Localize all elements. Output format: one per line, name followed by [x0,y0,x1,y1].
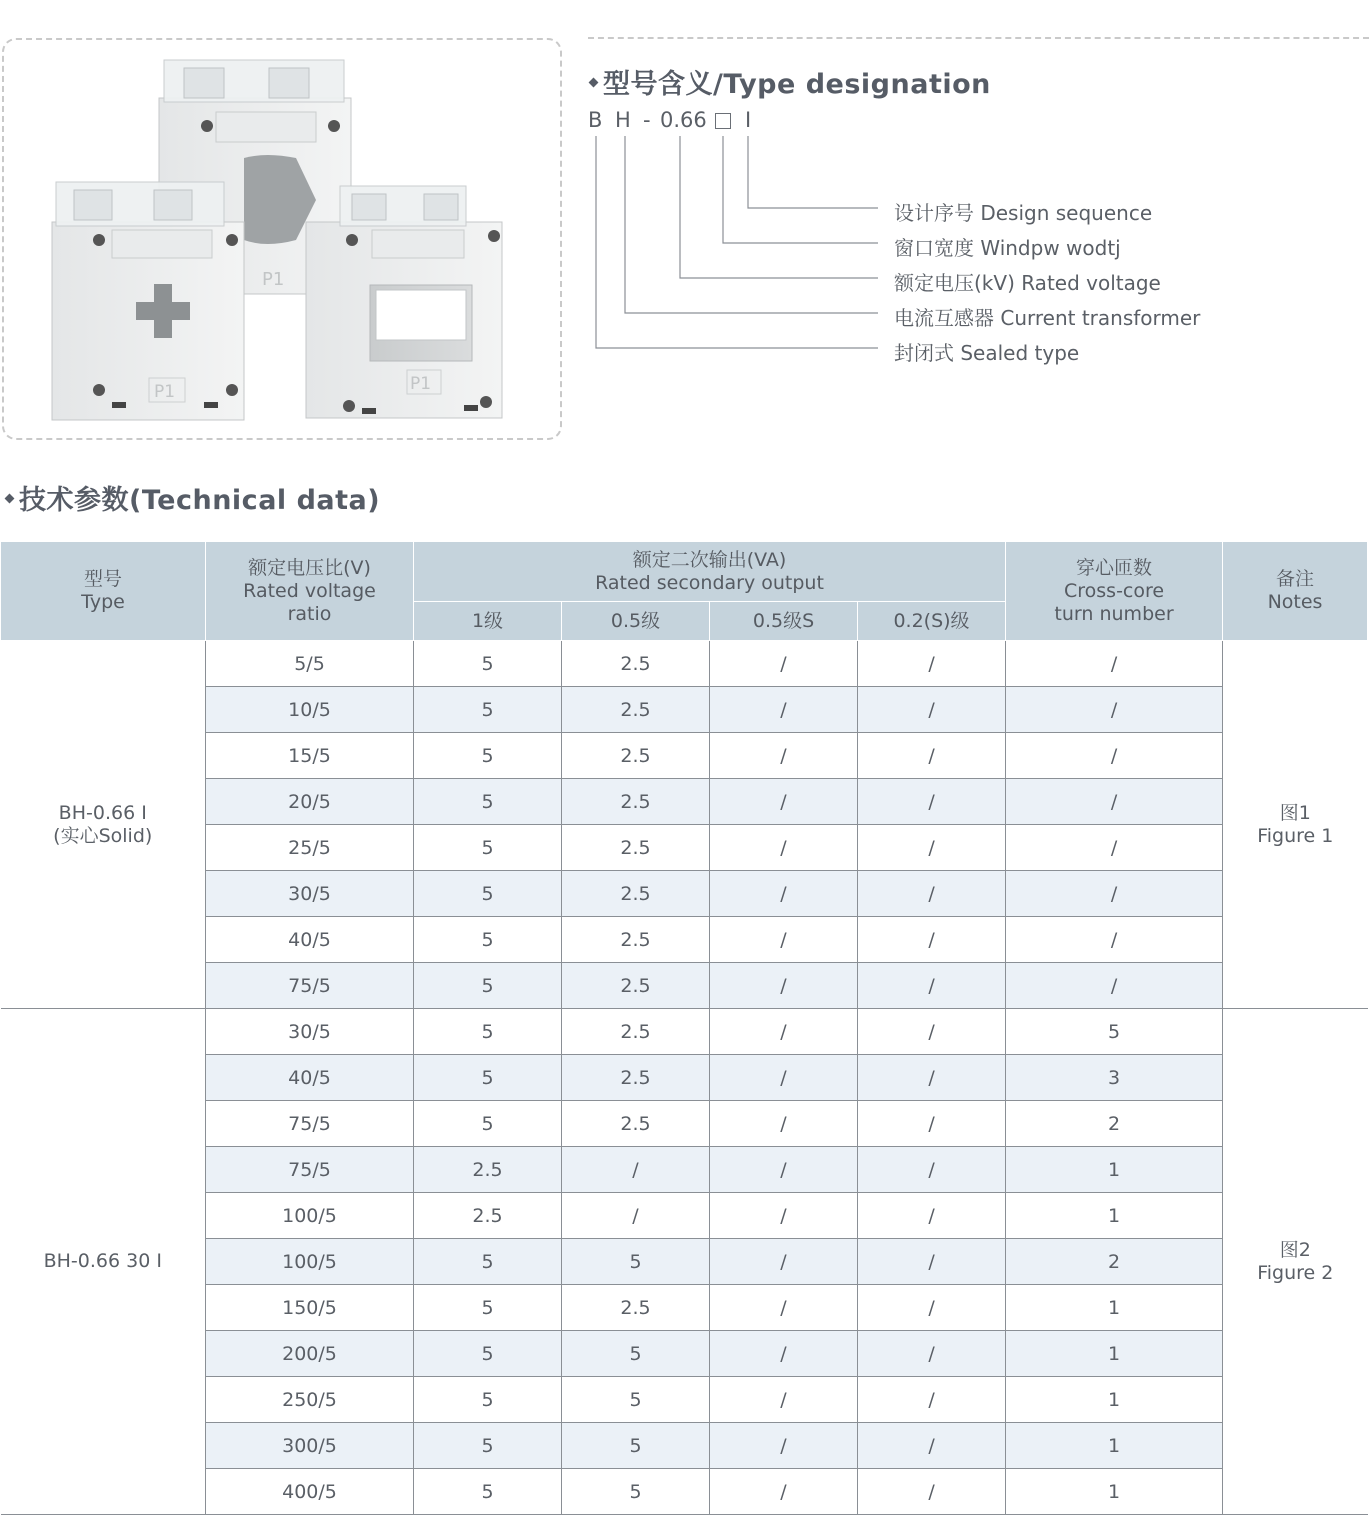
type-designation-title-text: 型号含义/Type designation [603,69,991,100]
cell-class-02s: / [858,1193,1006,1239]
header-notes [1223,542,1368,641]
cell-turns: / [1006,733,1223,779]
cell-class-05: 2.5 [562,1101,710,1147]
cell-class-1: 5 [414,687,562,733]
table-row [1,1193,1368,1239]
technical-data-title-text: 技术参数(Technical data) [19,485,381,516]
note-note-line1: 图2 [1279,1238,1311,1261]
cell-class-1: 5 [414,1469,562,1515]
p1-marking-left: P1 [154,382,176,402]
cell-turns: 1 [1006,1377,1223,1423]
header-output-cn: 额定二次输出(VA) [632,548,787,571]
cell-ratio: 15/5 [206,733,414,779]
diamond-bullet-icon [589,78,599,88]
type-type-line1: BH-0.66 I [58,801,147,824]
cell-class-05s: / [710,1193,858,1239]
cell-class-1: 5 [414,1423,562,1469]
cell-class-05s: / [710,825,858,871]
cell-class-05s: / [710,1285,858,1331]
p1-marking-back: P1 [262,269,285,290]
cell-ratio: 30/5 [206,1009,414,1055]
cell-class-05s: / [710,917,858,963]
cell-class-05: 2.5 [562,1285,710,1331]
header-notes-cn: 备注 [1276,568,1315,590]
cell-class-05s: / [710,1055,858,1101]
cell-class-1: 5 [414,733,562,779]
cell-class-1: 2.5 [414,1147,562,1193]
cell-class-02s: / [858,1009,1006,1055]
table-row [1,1009,1368,1055]
cell-turns: / [1006,687,1223,733]
cell-ratio: 250/5 [206,1377,414,1423]
cell-class-1: 5 [414,1239,562,1285]
cell-class-1: 5 [414,1055,562,1101]
table-row [1,641,1368,687]
cell-class-05s: / [710,1009,858,1055]
cell-class-05s: / [710,963,858,1009]
table-row [1,779,1368,825]
cell-turns: 2 [1006,1239,1223,1285]
legend-sealed-type: 封闭式 Sealed type [894,341,1080,365]
top-divider [588,37,1369,39]
legend-window-width: 窗口宽度 Windpw wodtj [894,236,1121,260]
header-ratio-en1: Rated voltage [243,579,376,602]
cell-turns: 1 [1006,1469,1223,1515]
table-row [1,1101,1368,1147]
cell-class-05: / [562,1193,710,1239]
cell-class-1: 5 [414,963,562,1009]
cell-class-02s: / [858,1377,1006,1423]
table-row [1,733,1368,779]
technical-data-table [0,541,1368,1515]
cell-ratio: 400/5 [206,1469,414,1515]
cell-turns: / [1006,641,1223,687]
cell-class-05s: / [710,871,858,917]
cell-ratio: 75/5 [206,1101,414,1147]
legend-rated-voltage: 额定电压(kV) Rated voltage [894,271,1161,295]
cell-class-1: 5 [414,871,562,917]
cell-class-02s: / [858,733,1006,779]
cell-turns: 1 [1006,1423,1223,1469]
cell-class-05: 2.5 [562,1009,710,1055]
header-output [414,542,1006,602]
cell-class-05: 2.5 [562,871,710,917]
cell-class-05: 2.5 [562,641,710,687]
cell-class-05: 2.5 [562,687,710,733]
header-turns-en2: turn number [1054,602,1174,625]
cell-class-1: 5 [414,641,562,687]
cell-class-05: 2.5 [562,963,710,1009]
header-type [1,542,206,641]
cell-ratio: 100/5 [206,1193,414,1239]
diamond-bullet-icon [5,494,15,504]
cell-turns: 5 [1006,1009,1223,1055]
header-class-05: 0.5级 [562,602,710,641]
header-ratio-en2: ratio [287,602,332,625]
cell-ratio: 30/5 [206,871,414,917]
cell-turns: / [1006,963,1223,1009]
cell-turns: 2 [1006,1101,1223,1147]
cell-turns: / [1006,779,1223,825]
table-row [1,1469,1368,1515]
table-row [1,1423,1368,1469]
table-row [1,1239,1368,1285]
type-designation-title [590,62,991,101]
cell-class-1: 5 [414,1377,562,1423]
header-ratio [206,542,414,641]
header-type-en: Type [81,591,125,613]
cell-ratio: 150/5 [206,1285,414,1331]
code-voltage: 0.66 [660,108,707,132]
cell-class-05: 2.5 [562,825,710,871]
cell-class-05s: / [710,1331,858,1377]
type-type-line2: (实心Solid) [53,824,153,847]
product-photo-frame [2,38,562,440]
cell-class-1: 5 [414,779,562,825]
cell-turns: 1 [1006,1147,1223,1193]
code-letter-b: B [588,108,603,132]
code-dash: - [643,108,651,132]
header-output-en: Rated secondary output [595,571,824,594]
cell-ratio: 10/5 [206,687,414,733]
table-row [1,1147,1368,1193]
cell-class-02s: / [858,1285,1006,1331]
header-turns-cn: 穿心匝数 [1076,556,1153,579]
header-ratio-cn: 额定电压比(V) [248,556,371,579]
cell-class-05: 2.5 [562,1055,710,1101]
cell-class-05s: / [710,1377,858,1423]
cell-ratio: 40/5 [206,1055,414,1101]
legend-current-transformer: 电流互感器 Current transformer [894,306,1201,330]
header-type-cn: 型号 [83,568,122,590]
cell-class-02s: / [858,871,1006,917]
cell-class-05: / [562,1147,710,1193]
cell-class-05: 5 [562,1331,710,1377]
table-row [1,1377,1368,1423]
cell-class-02s: / [858,1469,1006,1515]
cell-class-05s: / [710,1239,858,1285]
table-row [1,1055,1368,1101]
cell-class-05s: / [710,779,858,825]
cell-turns: / [1006,825,1223,871]
notes-cell [1223,1009,1368,1515]
cell-class-1: 5 [414,917,562,963]
cell-turns: / [1006,871,1223,917]
cell-class-02s: / [858,641,1006,687]
cell-class-02s: / [858,687,1006,733]
cell-class-05: 5 [562,1423,710,1469]
table-row [1,1285,1368,1331]
cell-class-02s: / [858,1423,1006,1469]
table-row [1,825,1368,871]
cell-class-1: 5 [414,1331,562,1377]
note-note-line2: Figure 1 [1257,824,1334,847]
type-cell [1,641,206,1009]
cell-class-05s: / [710,1101,858,1147]
header-turns [1006,542,1223,641]
cell-class-1: 5 [414,825,562,871]
technical-data-title [6,478,380,517]
header-class-02s: 0.2(S)级 [858,602,1006,641]
current-transformer-photo [4,40,560,438]
cell-class-02s: / [858,1101,1006,1147]
note-note-line1: 图1 [1279,801,1311,824]
cell-class-02s: / [858,1239,1006,1285]
cell-class-05s: / [710,687,858,733]
header-turns-en1: Cross-core [1063,579,1165,602]
technical-data-body [1,641,1368,1515]
cell-ratio: 300/5 [206,1423,414,1469]
cell-ratio: 200/5 [206,1331,414,1377]
type-type-line1: BH-0.66 30 I [43,1250,162,1272]
table-row [1,917,1368,963]
table-row [1,687,1368,733]
cell-class-05s: / [710,641,858,687]
type-designation-diagram [588,108,1288,368]
cell-ratio: 75/5 [206,963,414,1009]
cell-ratio: 100/5 [206,1239,414,1285]
cell-class-1: 2.5 [414,1193,562,1239]
cell-ratio: 75/5 [206,1147,414,1193]
cell-class-05s: / [710,1147,858,1193]
table-row [1,871,1368,917]
cell-class-02s: / [858,963,1006,1009]
cell-turns: 1 [1006,1193,1223,1239]
cell-class-02s: / [858,917,1006,963]
note-note-line2: Figure 2 [1257,1261,1334,1284]
code-sequence: I [745,108,752,132]
cell-class-02s: / [858,1331,1006,1377]
cell-ratio: 40/5 [206,917,414,963]
cell-class-05: 5 [562,1469,710,1515]
cell-class-02s: / [858,779,1006,825]
cell-class-05s: / [710,1423,858,1469]
table-row [1,963,1368,1009]
table-row [1,1331,1368,1377]
type-cell [1,1009,206,1515]
cell-turns: 3 [1006,1055,1223,1101]
cell-turns: 1 [1006,1331,1223,1377]
cell-class-05s: / [710,733,858,779]
cell-class-05: 5 [562,1239,710,1285]
cell-class-1: 5 [414,1101,562,1147]
cell-ratio: 20/5 [206,779,414,825]
cell-turns: 1 [1006,1285,1223,1331]
cell-class-05: 2.5 [562,917,710,963]
notes-cell [1223,641,1368,1009]
cell-turns: / [1006,917,1223,963]
cell-class-1: 5 [414,1285,562,1331]
header-class-1: 1级 [414,602,562,641]
header-class-05s: 0.5级S [710,602,858,641]
code-letter-h: H [615,108,631,132]
cell-class-05: 2.5 [562,779,710,825]
p1-marking-right: P1 [410,374,432,394]
legend-design-sequence: 设计序号 Design sequence [894,201,1153,225]
cell-class-05: 5 [562,1377,710,1423]
cell-class-02s: / [858,1147,1006,1193]
cell-ratio: 25/5 [206,825,414,871]
header-notes-en: Notes [1267,591,1323,613]
cell-class-02s: / [858,1055,1006,1101]
cell-class-1: 5 [414,1009,562,1055]
cell-class-05s: / [710,1469,858,1515]
cell-ratio: 5/5 [206,641,414,687]
cell-class-05: 2.5 [562,733,710,779]
cell-class-02s: / [858,825,1006,871]
